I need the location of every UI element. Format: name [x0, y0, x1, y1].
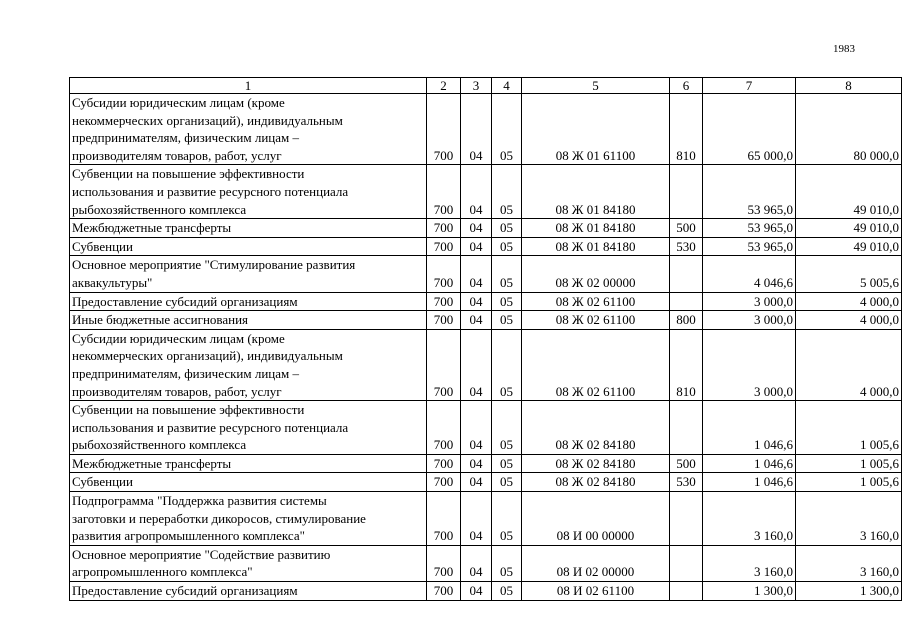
- column-header-3: 3: [461, 78, 492, 94]
- ministry-code-cell: 700: [427, 256, 461, 292]
- item-name-cell: Предоставление субсидий организациям: [70, 292, 427, 311]
- subsection-code-cell: 05: [492, 545, 522, 581]
- expense-type-code-cell: [670, 292, 703, 311]
- table-row: [70, 454, 902, 473]
- ministry-code-cell: 700: [427, 582, 461, 601]
- expense-type-code-cell: 800: [670, 311, 703, 330]
- target-article-code-cell: 08 Ж 02 61100: [522, 329, 670, 400]
- target-article-code-cell: 08 Ж 02 84180: [522, 401, 670, 455]
- subsection-code-cell: 05: [492, 256, 522, 292]
- header-row: [70, 78, 902, 94]
- subsection-code-cell: 05: [492, 219, 522, 238]
- column-header-8: 8: [796, 78, 902, 94]
- column-header-5: 5: [522, 78, 670, 94]
- ministry-code-cell: 700: [427, 165, 461, 219]
- section-code-cell: 04: [461, 329, 492, 400]
- amount-year-1-cell: 4 046,6: [703, 256, 796, 292]
- ministry-code-cell: 700: [427, 545, 461, 581]
- amount-year-2-cell: 80 000,0: [796, 94, 902, 165]
- amount-year-1-cell: 65 000,0: [703, 94, 796, 165]
- table-row: [70, 292, 902, 311]
- amount-year-1-cell: 3 000,0: [703, 329, 796, 400]
- budget-table: [69, 77, 902, 601]
- subsection-code-cell: 05: [492, 492, 522, 546]
- amount-year-1-cell: 1 046,6: [703, 454, 796, 473]
- item-name-cell: Субвенции на повышение эффективности использования и развитие ресурсного потенциала рыбохозяйственного комплекса: [70, 165, 427, 219]
- table-row: [70, 237, 902, 256]
- amount-year-2-cell: 5 005,6: [796, 256, 902, 292]
- amount-year-2-cell: 4 000,0: [796, 329, 902, 400]
- amount-year-2-cell: 3 160,0: [796, 492, 902, 546]
- section-code-cell: 04: [461, 219, 492, 238]
- table-row: [70, 94, 902, 165]
- ministry-code-cell: 700: [427, 219, 461, 238]
- expense-type-code-cell: 530: [670, 237, 703, 256]
- ministry-code-cell: 700: [427, 473, 461, 492]
- ministry-code-cell: 700: [427, 329, 461, 400]
- target-article-code-cell: 08 Ж 01 84180: [522, 237, 670, 256]
- expense-type-code-cell: 810: [670, 329, 703, 400]
- column-header-1: 1: [70, 78, 427, 94]
- amount-year-1-cell: 3 000,0: [703, 311, 796, 330]
- item-name-cell: Основное мероприятие "Стимулирование развития аквакультуры": [70, 256, 427, 292]
- amount-year-2-cell: 1 005,6: [796, 454, 902, 473]
- amount-year-1-cell: 3 000,0: [703, 292, 796, 311]
- section-code-cell: 04: [461, 454, 492, 473]
- expense-type-code-cell: [670, 582, 703, 601]
- amount-year-1-cell: 3 160,0: [703, 545, 796, 581]
- target-article-code-cell: 08 Ж 01 84180: [522, 165, 670, 219]
- column-header-4: 4: [492, 78, 522, 94]
- table-row: [70, 219, 902, 238]
- subsection-code-cell: 05: [492, 454, 522, 473]
- target-article-code-cell: 08 Ж 01 84180: [522, 219, 670, 238]
- ministry-code-cell: 700: [427, 94, 461, 165]
- target-article-code-cell: 08 Ж 01 61100: [522, 94, 670, 165]
- amount-year-2-cell: 1 005,6: [796, 401, 902, 455]
- section-code-cell: 04: [461, 165, 492, 219]
- amount-year-1-cell: 3 160,0: [703, 492, 796, 546]
- target-article-code-cell: 08 И 02 00000: [522, 545, 670, 581]
- table-row: [70, 545, 902, 581]
- ministry-code-cell: 700: [427, 401, 461, 455]
- table-row: [70, 473, 902, 492]
- target-article-code-cell: 08 Ж 02 84180: [522, 454, 670, 473]
- amount-year-2-cell: 1 300,0: [796, 582, 902, 601]
- ministry-code-cell: 700: [427, 292, 461, 311]
- amount-year-1-cell: 1 300,0: [703, 582, 796, 601]
- expense-type-code-cell: 530: [670, 473, 703, 492]
- column-header-7: 7: [703, 78, 796, 94]
- expense-type-code-cell: [670, 545, 703, 581]
- page-number: 1983: [833, 43, 855, 55]
- section-code-cell: 04: [461, 237, 492, 256]
- amount-year-2-cell: 3 160,0: [796, 545, 902, 581]
- item-name-cell: Основное мероприятие "Содействие развитию агропромышленного комплекса": [70, 545, 427, 581]
- column-header-6: 6: [670, 78, 703, 94]
- target-article-code-cell: 08 Ж 02 61100: [522, 311, 670, 330]
- item-name-cell: Иные бюджетные ассигнования: [70, 311, 427, 330]
- expense-type-code-cell: 500: [670, 219, 703, 238]
- table-row: [70, 311, 902, 330]
- ministry-code-cell: 700: [427, 237, 461, 256]
- subsection-code-cell: 05: [492, 292, 522, 311]
- subsection-code-cell: 05: [492, 311, 522, 330]
- section-code-cell: 04: [461, 401, 492, 455]
- column-header-2: 2: [427, 78, 461, 94]
- amount-year-1-cell: 1 046,6: [703, 401, 796, 455]
- section-code-cell: 04: [461, 94, 492, 165]
- table-row: [70, 492, 902, 546]
- subsection-code-cell: 05: [492, 401, 522, 455]
- item-name-cell: Субсидии юридическим лицам (кроме некоммерческих организаций), индивидуальным предпринимателям, физическим лицам – производителям товаров, работ, услуг: [70, 94, 427, 165]
- amount-year-2-cell: 49 010,0: [796, 165, 902, 219]
- section-code-cell: 04: [461, 256, 492, 292]
- section-code-cell: 04: [461, 311, 492, 330]
- expense-type-code-cell: [670, 401, 703, 455]
- section-code-cell: 04: [461, 545, 492, 581]
- item-name-cell: Субвенции: [70, 237, 427, 256]
- amount-year-2-cell: 1 005,6: [796, 473, 902, 492]
- item-name-cell: Подпрограмма "Поддержка развития системы заготовки и переработки дикоросов, стимулирование развития агропромышленного комплекса": [70, 492, 427, 546]
- item-name-cell: Субвенции: [70, 473, 427, 492]
- subsection-code-cell: 05: [492, 237, 522, 256]
- section-code-cell: 04: [461, 473, 492, 492]
- target-article-code-cell: 08 Ж 02 61100: [522, 292, 670, 311]
- table-row: [70, 329, 902, 400]
- amount-year-1-cell: 53 965,0: [703, 219, 796, 238]
- item-name-cell: Предоставление субсидий организациям: [70, 582, 427, 601]
- target-article-code-cell: 08 Ж 02 00000: [522, 256, 670, 292]
- amount-year-2-cell: 4 000,0: [796, 292, 902, 311]
- table-row: [70, 401, 902, 455]
- subsection-code-cell: 05: [492, 582, 522, 601]
- amount-year-2-cell: 49 010,0: [796, 237, 902, 256]
- target-article-code-cell: 08 И 02 61100: [522, 582, 670, 601]
- subsection-code-cell: 05: [492, 473, 522, 492]
- amount-year-2-cell: 49 010,0: [796, 219, 902, 238]
- table-row: [70, 165, 902, 219]
- item-name-cell: Субвенции на повышение эффективности использования и развитие ресурсного потенциала рыбохозяйственного комплекса: [70, 401, 427, 455]
- section-code-cell: 04: [461, 292, 492, 311]
- expense-type-code-cell: [670, 256, 703, 292]
- section-code-cell: 04: [461, 492, 492, 546]
- subsection-code-cell: 05: [492, 165, 522, 219]
- table-row: [70, 256, 902, 292]
- amount-year-1-cell: 53 965,0: [703, 165, 796, 219]
- target-article-code-cell: 08 Ж 02 84180: [522, 473, 670, 492]
- table-header: [70, 78, 902, 94]
- table-row: [70, 582, 902, 601]
- amount-year-1-cell: 1 046,6: [703, 473, 796, 492]
- ministry-code-cell: 700: [427, 311, 461, 330]
- item-name-cell: Межбюджетные трансферты: [70, 219, 427, 238]
- section-code-cell: 04: [461, 582, 492, 601]
- subsection-code-cell: 05: [492, 94, 522, 165]
- ministry-code-cell: 700: [427, 492, 461, 546]
- ministry-code-cell: 700: [427, 454, 461, 473]
- target-article-code-cell: 08 И 00 00000: [522, 492, 670, 546]
- expense-type-code-cell: 810: [670, 94, 703, 165]
- item-name-cell: Субсидии юридическим лицам (кроме некоммерческих организаций), индивидуальным предпринимателям, физическим лицам – производителям товаров, работ, услуг: [70, 329, 427, 400]
- amount-year-2-cell: 4 000,0: [796, 311, 902, 330]
- amount-year-1-cell: 53 965,0: [703, 237, 796, 256]
- expense-type-code-cell: [670, 492, 703, 546]
- table-body: [70, 94, 902, 601]
- item-name-cell: Межбюджетные трансферты: [70, 454, 427, 473]
- subsection-code-cell: 05: [492, 329, 522, 400]
- expense-type-code-cell: [670, 165, 703, 219]
- expense-type-code-cell: 500: [670, 454, 703, 473]
